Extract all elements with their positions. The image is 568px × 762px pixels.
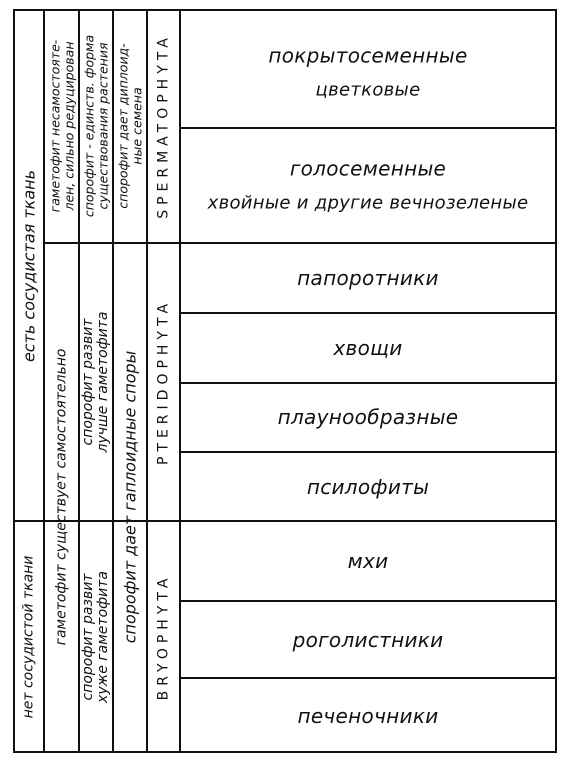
gametophyte-independent-label: гаметофит существует самостоятельно: [52, 348, 69, 646]
group-ferns: папоротники: [297, 266, 439, 290]
division-spermatophyta: SPERMATOPHYTA: [154, 33, 171, 219]
vascular-absent-label: нет сосудистой ткани: [20, 555, 37, 719]
diploid-seeds-label: спорофит дает диплоид- ные семена: [115, 43, 144, 209]
group-liverworts: печеночники: [297, 704, 439, 728]
sporophyte-worse-label: спорофит развит хуже гаметофита: [79, 571, 111, 703]
gametophyte-reduced-label: гаметофит несамостояте- лен, сильно редуцирован: [47, 39, 76, 213]
group-angiosperms: покрытосеменные цветковые: [268, 43, 468, 101]
group-mosses: мхи: [347, 549, 389, 573]
group-lycopods: плаунообразные: [277, 405, 459, 429]
group-psilophytes: псилофиты: [306, 475, 430, 499]
division-bryophyta: BRYOPHYTA: [154, 573, 171, 701]
sporophyte-better-label: спорофит развит лучше гаметофита: [79, 311, 111, 453]
vascular-present-label: есть сосудистая ткань: [19, 169, 39, 363]
group-gymnosperms: голосеменные хвойные и другие вечнозеленые: [207, 156, 529, 214]
sporophyte-single-form-label: спорофит - единств. форма существования растения: [81, 34, 110, 218]
haploid-spores-label: спорофит дает гаплоидные споры: [120, 350, 140, 644]
group-hornworts: роголистники: [292, 628, 444, 652]
division-pteridophyta: PTERIDOPHYTA: [154, 298, 171, 466]
group-horsetails: хвощи: [333, 336, 403, 360]
